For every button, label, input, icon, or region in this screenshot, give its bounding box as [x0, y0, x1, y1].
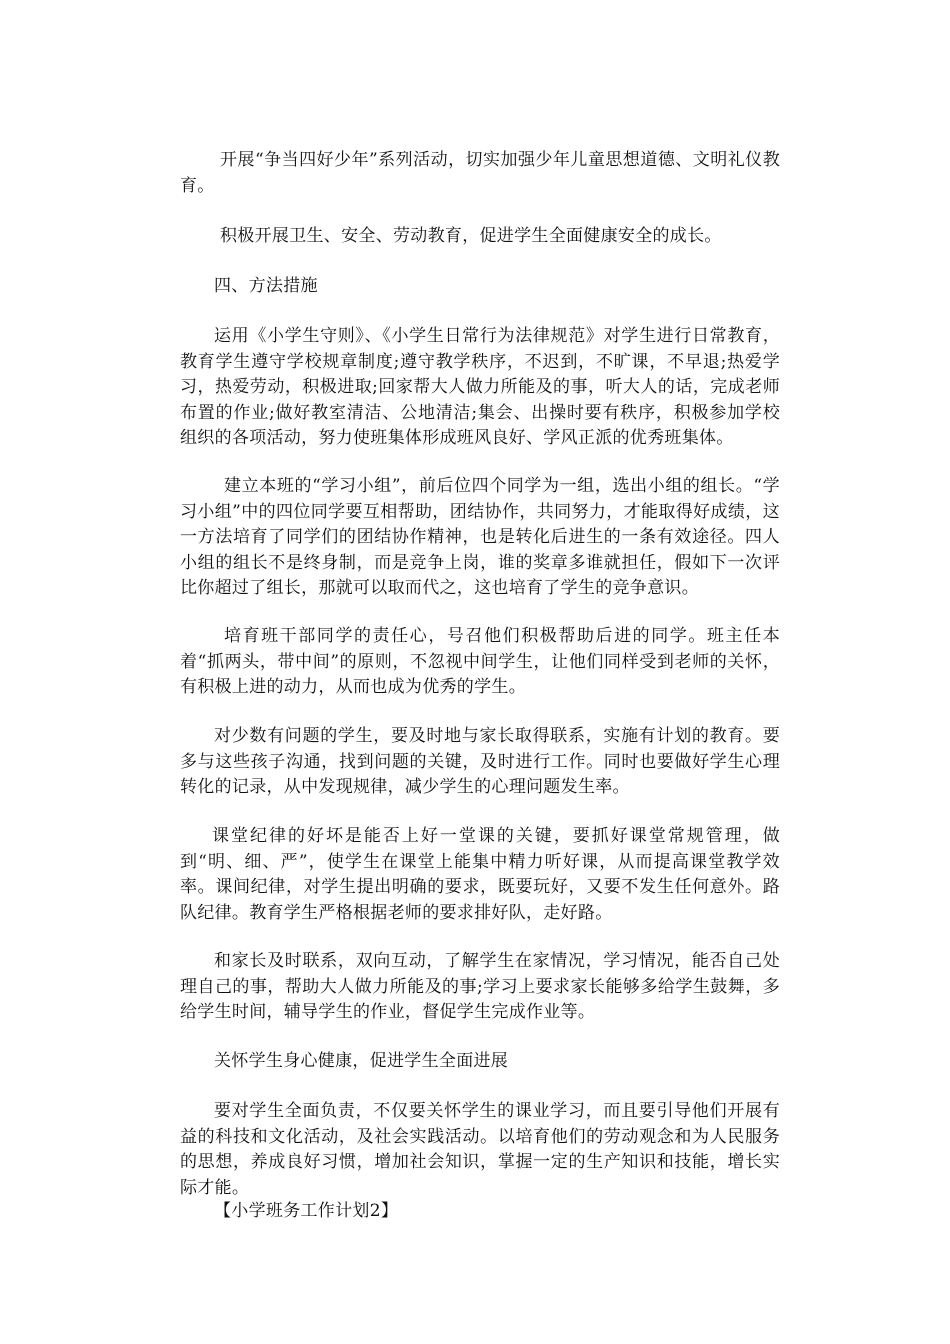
paragraph-problem-students: 对少数有问题的学生，要及时地与家长取得联系，实施有计划的教育。要多与这些孩子沟通，找到问题的关键，及时进行工作。同时也要做好学生心理转化的记录，从中发现规律，减少学生的心理问题发生率。 [180, 726, 780, 797]
paragraph-health-safety: 积极开展卫生、安全、劳动教育，促进学生全面健康安全的成长。 [220, 226, 722, 246]
paragraph-study-groups: 建立本班的“学习小组”，前后位四个同学为一组，选出小组的组长。“学习小组”中的四位同学要互相帮助，团结协作，共同努力，才能取得好成绩，这一方法培育了同学们的团结协作精神，也是转化后进生的一条有效途径。四人小组的组长不是终身制，而是竞争上岗，谁的奖章多谁就担任，假如下一次评比你超过了组长，那就可以取而代之，这也培育了学生的竞争意识。 [180, 476, 780, 598]
section-heading-methods: 四、方法措施 [214, 276, 318, 296]
paragraph-daily-education: 运用《小学生守则》、《小学生日常行为法律规范》对学生进行日常教育，教育学生遵守学校规章制度;遵守教学秩序，不迟到，不旷课，不早退;热爱学习，热爱劳动，积极进取;回家帮大人做力所能及的事，听大人的话，完成老师布置的作业;做好教室清洁、公地清洁;集会、出操时要有秩序，积极参加学校组织的各项活动，努力使班集体形成班风良好、学风正派的优秀班集体。 [180, 326, 780, 448]
paragraph-parent-contact: 和家长及时联系，双向互动，了解学生在家情况，学习情况，能否自己处理自己的事，帮助大人做力所能及的事;学习上要求家长能够多给学生鼓舞，多给学生时间，辅导学生的作业，督促学生完成作业等。 [180, 951, 780, 1022]
paragraph-classroom-discipline: 课堂纪律的好坏是能否上好一堂课的关键，要抓好课堂常规管理，做到“明、细、严”，使学生在课堂上能集中精力听好课，从而提高课堂教学效率。课间纪律，对学生提出明确的要求，既要玩好，又要不发生任何意外。路队纪律。教育学生严格根据老师的要求排好队，走好路。 [180, 826, 780, 923]
paragraph-four-good-youth: 开展“争当四好少年”系列活动，切实加强少年儿童思想道德、文明礼仪教育。 [180, 150, 780, 196]
section-heading-health: 关怀学生身心健康，促进学生全面进展 [214, 1051, 509, 1071]
paragraph-overall-responsibility: 要对学生全面负责，不仅要关怀学生的课业学习，而且要引导他们开展有益的科技和文化活动，及社会实践活动。以培育他们的劳动观念和为人民服务的思想，养成良好习惯，增加社会知识，掌握一定的生产知识和技能，增长实际才能。 [180, 1101, 780, 1198]
section-heading-plan-2: 【小学班务工作计划2】 [214, 1201, 399, 1221]
paragraph-class-cadres: 培育班干部同学的责任心，号召他们积极帮助后进的同学。班主任本着“抓两头，带中间”的原则，不忽视中间学生，让他们同样受到老师的关怀，有积极上进的动力，从而也成为优秀的学生。 [180, 626, 780, 697]
